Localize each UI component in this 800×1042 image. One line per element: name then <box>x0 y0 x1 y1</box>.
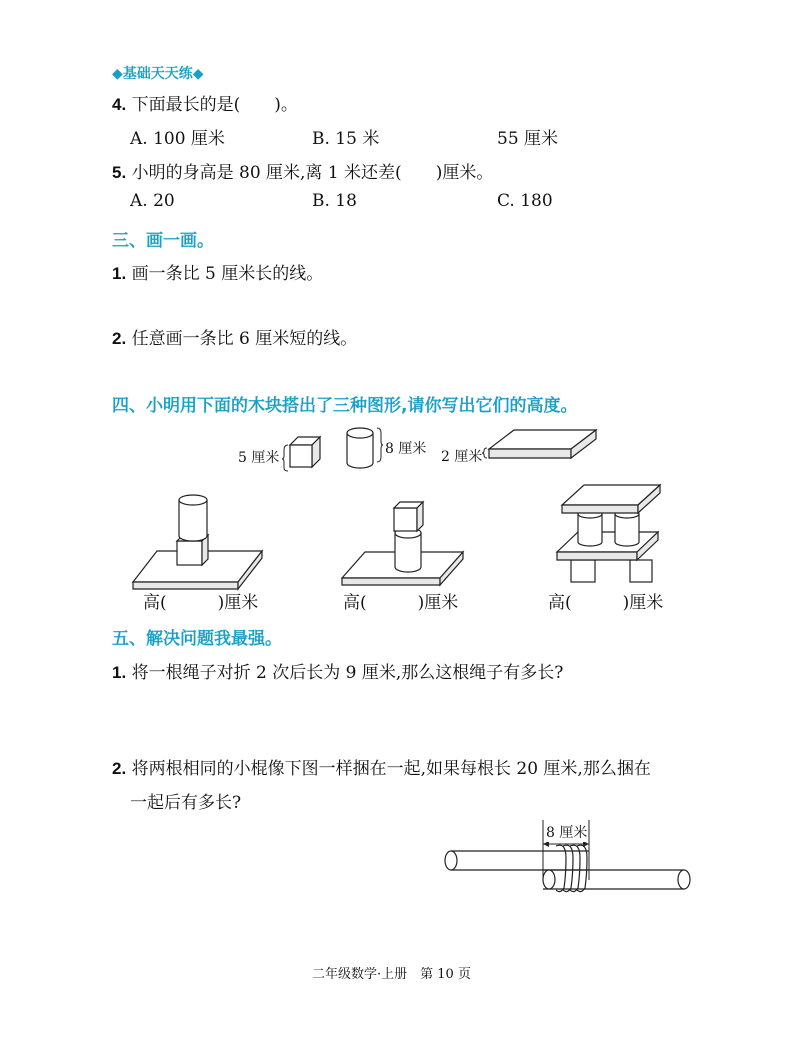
question-number: 1. <box>112 663 127 682</box>
brand-header: ◆基础天天练◆ <box>112 66 204 82</box>
question-number: 4. <box>112 95 127 114</box>
cube-label: 5 厘米 <box>238 450 280 466</box>
q4-option-c: 55 厘米 <box>497 129 559 149</box>
upper-stick <box>445 851 589 870</box>
q4-option-a: A. 100 厘米 <box>130 129 225 149</box>
structure-3-answer: 高( )厘米 <box>548 593 664 613</box>
question-text: 下面最长的是( )。 <box>131 95 298 115</box>
q4-option-b: B. 15 米 <box>312 129 380 149</box>
rope-wrap <box>556 845 587 891</box>
item-number: 2. <box>112 329 127 348</box>
question-text: 将两根相同的小棍像下图一样捆在一起,如果每根长 20 厘米,那么捆在 <box>131 759 651 779</box>
structure-1-answer: 高( )厘米 <box>143 593 259 613</box>
question-number: 5. <box>112 163 127 182</box>
section-5-question-2-line-2: 一起后有多长? <box>130 793 242 813</box>
question-text: 将一根绳子对折 2 次后长为 9 厘米,那么这根绳子有多长? <box>131 663 564 683</box>
q5-option-b: B. 18 <box>312 191 357 211</box>
cylinder-label: 8 厘米 <box>385 441 427 457</box>
plank-label: 2 厘米 <box>441 449 483 465</box>
q5-option-a: A. 20 <box>130 191 175 211</box>
page-footer: 二年级数学·上册 第 10 页 <box>312 967 471 982</box>
q5-option-c: C. 180 <box>497 191 553 211</box>
overlap-length-label: 8 厘米 <box>546 822 587 842</box>
item-text: 画一条比 5 厘米长的线。 <box>131 264 324 284</box>
section-3-title: 三、画一画。 <box>112 231 214 251</box>
structure-2-answer: 高( )厘米 <box>343 593 459 613</box>
item-number: 1. <box>112 264 127 283</box>
section-5-title: 五、解决问题我最强。 <box>112 629 282 649</box>
item-text: 任意画一条比 6 厘米短的线。 <box>131 329 358 349</box>
section-4-title: 四、小明用下面的木块搭出了三种图形,请你写出它们的高度。 <box>112 396 578 416</box>
question-text: 小明的身高是 80 厘米,离 1 米还差( )厘米。 <box>131 163 494 183</box>
question-number: 2. <box>112 759 127 778</box>
